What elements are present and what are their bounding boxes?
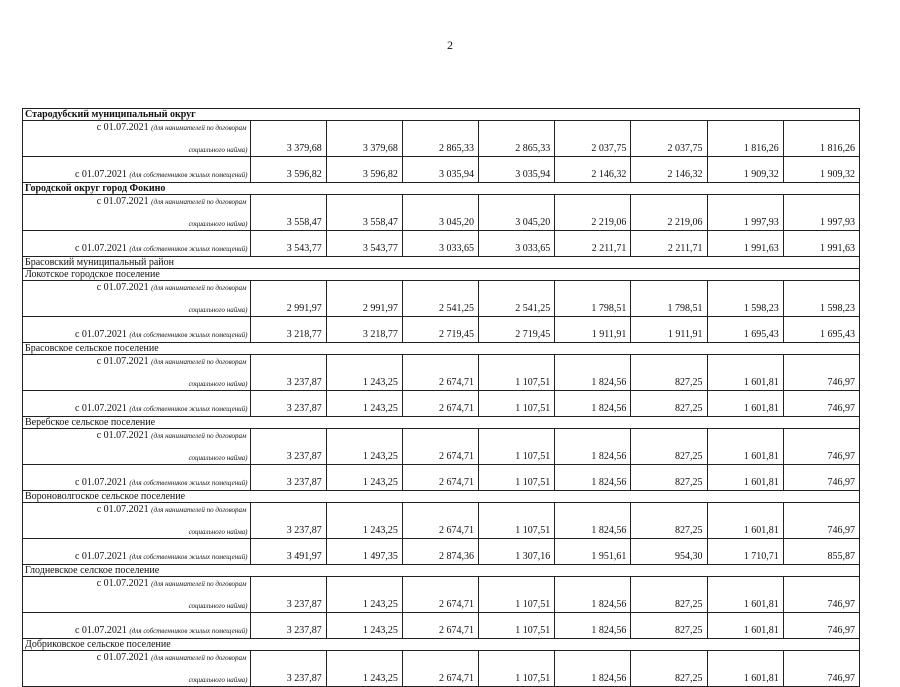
value-cell: 1 107,51 [479, 577, 555, 613]
row-note: (для нанимателей по договорам [151, 654, 247, 662]
row-label [23, 651, 251, 687]
tenants-row [23, 355, 860, 391]
value-cell: 855,87 [783, 539, 859, 565]
value-cell: 1 107,51 [479, 429, 555, 465]
value-cell: 746,97 [783, 465, 859, 491]
value-cell: 3 033,65 [479, 231, 555, 257]
value-cell: 1 824,56 [555, 355, 631, 391]
value-cell: 3 237,87 [250, 503, 326, 539]
row-date: с 01.07.2021 [74, 329, 127, 340]
value-cell: 954,30 [631, 539, 707, 565]
value-cell: 3 045,20 [479, 195, 555, 231]
value-cell: 2 674,71 [402, 355, 478, 391]
value-cell: 1 601,81 [707, 391, 783, 417]
value-cell: 3 237,87 [250, 613, 326, 639]
value-cell: 3 379,68 [326, 121, 402, 157]
tenants-row [23, 429, 860, 465]
row-date: с 01.07.2021 [74, 243, 127, 254]
value-cell: 1 991,63 [783, 231, 859, 257]
row-note: (для собственников жилых помещений) [129, 553, 248, 561]
value-cell: 3 543,77 [250, 231, 326, 257]
value-cell: 746,97 [783, 503, 859, 539]
section-title: Брасовское сельское поселение [23, 343, 860, 355]
value-cell: 827,25 [631, 355, 707, 391]
row-label-line-1 [97, 196, 247, 207]
value-cell: 3 237,87 [250, 355, 326, 391]
value-cell: 2 037,75 [631, 121, 707, 157]
row-note-line-2: социального найма) [188, 220, 248, 228]
row-note-line-2: социального найма) [188, 676, 248, 684]
value-cell: 3 596,82 [326, 157, 402, 183]
value-cell: 3 237,87 [250, 651, 326, 687]
value-cell: 1 243,25 [326, 391, 402, 417]
value-cell: 2 719,45 [479, 317, 555, 343]
value-cell: 1 598,23 [783, 281, 859, 317]
value-cell: 3 218,77 [326, 317, 402, 343]
section-header-row [23, 491, 860, 503]
value-cell: 2 037,75 [555, 121, 631, 157]
row-date: с 01.07.2021 [96, 282, 149, 293]
value-cell: 2 674,71 [402, 465, 478, 491]
row-label [23, 503, 251, 539]
section-header-row [23, 109, 860, 121]
row-note: (для нанимателей по договорам [151, 580, 247, 588]
value-cell: 827,25 [631, 651, 707, 687]
row-label [23, 577, 251, 613]
value-cell: 1 107,51 [479, 651, 555, 687]
value-cell: 746,97 [783, 391, 859, 417]
value-cell: 1 243,25 [326, 355, 402, 391]
value-cell: 3 045,20 [402, 195, 478, 231]
section-title: Городской округ город Фокино [23, 183, 860, 195]
row-note-line-2: социального найма) [188, 528, 248, 536]
row-note-line-2: социального найма) [188, 602, 248, 610]
tariff-table-body [23, 109, 860, 687]
value-cell: 1 997,93 [707, 195, 783, 231]
value-cell: 827,25 [631, 429, 707, 465]
value-cell: 1 824,56 [555, 465, 631, 491]
row-note-line-2: социального найма) [188, 146, 248, 154]
value-cell: 746,97 [783, 651, 859, 687]
owners-row [23, 613, 860, 639]
section-title: Стародубский муниципальный округ [23, 109, 860, 121]
value-cell: 2 674,71 [402, 503, 478, 539]
value-cell: 827,25 [631, 613, 707, 639]
value-cell: 2 674,71 [402, 391, 478, 417]
value-cell: 1 710,71 [707, 539, 783, 565]
row-label-line-1 [97, 504, 247, 515]
value-cell: 1 695,43 [707, 317, 783, 343]
value-cell: 1 307,16 [479, 539, 555, 565]
section-title: Глодневское селское поселение [23, 565, 860, 577]
value-cell: 2 674,71 [402, 613, 478, 639]
row-label-line-1 [97, 356, 247, 367]
row-label [23, 355, 251, 391]
row-date: с 01.07.2021 [96, 578, 149, 589]
value-cell: 1 911,91 [631, 317, 707, 343]
value-cell: 1 601,81 [707, 577, 783, 613]
value-cell: 2 991,97 [250, 281, 326, 317]
value-cell: 1 601,81 [707, 465, 783, 491]
value-cell: 3 218,77 [250, 317, 326, 343]
value-cell: 1 991,63 [707, 231, 783, 257]
value-cell: 2 146,32 [555, 157, 631, 183]
value-cell: 1 695,43 [783, 317, 859, 343]
value-cell: 3 237,87 [250, 577, 326, 613]
row-note-line-2: социального найма) [188, 380, 248, 388]
row-note: (для нанимателей по договорам [151, 124, 247, 132]
row-label [23, 231, 251, 257]
value-cell: 1 824,56 [555, 577, 631, 613]
row-date: с 01.07.2021 [96, 652, 149, 663]
page-number: 2 [447, 38, 453, 52]
row-label [23, 539, 251, 565]
value-cell: 1 601,81 [707, 429, 783, 465]
row-note-line-2: социального найма) [188, 306, 248, 314]
value-cell: 1 107,51 [479, 613, 555, 639]
value-cell: 1 107,51 [479, 355, 555, 391]
row-label [23, 317, 251, 343]
row-date: с 01.07.2021 [74, 551, 127, 562]
value-cell: 827,25 [631, 391, 707, 417]
value-cell: 1 243,25 [326, 613, 402, 639]
value-cell: 2 541,25 [402, 281, 478, 317]
value-cell: 1 951,61 [555, 539, 631, 565]
value-cell: 1 107,51 [479, 465, 555, 491]
tariff-table [22, 108, 860, 687]
section-title: Добриковское сельское поселение [23, 639, 860, 651]
row-label [23, 613, 251, 639]
value-cell: 2 219,06 [631, 195, 707, 231]
row-label-line-1 [97, 122, 247, 133]
row-note: (для собственников жилых помещений) [129, 171, 248, 179]
value-cell: 1 601,81 [707, 503, 783, 539]
value-cell: 3 237,87 [250, 429, 326, 465]
value-cell: 746,97 [783, 429, 859, 465]
row-note-line-2: социального найма) [188, 454, 248, 462]
value-cell: 2 541,25 [479, 281, 555, 317]
value-cell: 1 824,56 [555, 429, 631, 465]
value-cell: 1 243,25 [326, 429, 402, 465]
section-title: Веребское сельское поселение [23, 417, 860, 429]
value-cell: 1 497,35 [326, 539, 402, 565]
value-cell: 2 991,97 [326, 281, 402, 317]
row-note: (для нанимателей по договорам [151, 284, 247, 292]
row-label-line-1 [97, 430, 247, 441]
value-cell: 3 033,65 [402, 231, 478, 257]
value-cell: 1 601,81 [707, 613, 783, 639]
value-cell: 1 911,91 [555, 317, 631, 343]
row-label [23, 429, 251, 465]
section-title: Вороноволгоское сельское поселение [23, 491, 860, 503]
section-header-row [23, 639, 860, 651]
value-cell: 746,97 [783, 613, 859, 639]
value-cell: 2 674,71 [402, 577, 478, 613]
value-cell: 1 824,56 [555, 651, 631, 687]
value-cell: 1 798,51 [631, 281, 707, 317]
row-date: с 01.07.2021 [96, 122, 149, 133]
row-date: с 01.07.2021 [74, 625, 127, 636]
row-label-line-1 [97, 282, 247, 293]
value-cell: 1 824,56 [555, 391, 631, 417]
row-label [23, 157, 251, 183]
owners-row [23, 317, 860, 343]
value-cell: 2 865,33 [479, 121, 555, 157]
row-note: (для нанимателей по договорам [151, 198, 247, 206]
row-date: с 01.07.2021 [96, 430, 149, 441]
value-cell: 1 798,51 [555, 281, 631, 317]
section-header-row [23, 257, 860, 269]
row-date: с 01.07.2021 [96, 196, 149, 207]
value-cell: 3 491,97 [250, 539, 326, 565]
tenants-row [23, 577, 860, 613]
tenants-row [23, 121, 860, 157]
section-title: Брасовский муниципальный район [23, 257, 860, 269]
row-label [23, 465, 251, 491]
value-cell: 1 107,51 [479, 503, 555, 539]
owners-row [23, 465, 860, 491]
row-note: (для собственников жилых помещений) [129, 405, 248, 413]
row-note: (для собственников жилых помещений) [129, 479, 248, 487]
value-cell: 3 035,94 [402, 157, 478, 183]
row-date: с 01.07.2021 [96, 356, 149, 367]
owners-row [23, 539, 860, 565]
value-cell: 3 543,77 [326, 231, 402, 257]
section-header-row [23, 269, 860, 281]
tenants-row [23, 195, 860, 231]
value-cell: 1 997,93 [783, 195, 859, 231]
value-cell: 2 874,36 [402, 539, 478, 565]
value-cell: 1 243,25 [326, 465, 402, 491]
row-date: с 01.07.2021 [96, 504, 149, 515]
value-cell: 1 243,25 [326, 577, 402, 613]
value-cell: 3 379,68 [250, 121, 326, 157]
tenants-row [23, 281, 860, 317]
value-cell: 1 816,26 [783, 121, 859, 157]
value-cell: 1 909,32 [783, 157, 859, 183]
value-cell: 1 816,26 [707, 121, 783, 157]
row-label-line-1 [97, 578, 247, 589]
row-label-line-1 [97, 652, 247, 663]
section-header-row [23, 565, 860, 577]
value-cell: 746,97 [783, 577, 859, 613]
value-cell: 3 035,94 [479, 157, 555, 183]
value-cell: 1 243,25 [326, 651, 402, 687]
row-note: (для собственников жилых помещений) [129, 627, 248, 635]
value-cell: 3 558,47 [250, 195, 326, 231]
row-note: (для нанимателей по договорам [151, 506, 247, 514]
value-cell: 2 865,33 [402, 121, 478, 157]
row-label [23, 121, 251, 157]
section-header-row [23, 183, 860, 195]
owners-row [23, 231, 860, 257]
value-cell: 2 719,45 [402, 317, 478, 343]
row-note: (для собственников жилых помещений) [129, 331, 248, 339]
value-cell: 3 596,82 [250, 157, 326, 183]
value-cell: 1 909,32 [707, 157, 783, 183]
value-cell: 3 237,87 [250, 465, 326, 491]
row-note: (для нанимателей по договорам [151, 432, 247, 440]
section-title: Локотское городское поселение [23, 269, 860, 281]
value-cell: 1 243,25 [326, 503, 402, 539]
value-cell: 1 107,51 [479, 391, 555, 417]
section-header-row [23, 417, 860, 429]
row-note: (для нанимателей по договорам [151, 358, 247, 366]
row-label [23, 195, 251, 231]
value-cell: 2 211,71 [555, 231, 631, 257]
row-date: с 01.07.2021 [74, 477, 127, 488]
section-header-row [23, 343, 860, 355]
tenants-row [23, 503, 860, 539]
row-label [23, 391, 251, 417]
value-cell: 1 601,81 [707, 651, 783, 687]
value-cell: 2 674,71 [402, 651, 478, 687]
value-cell: 3 237,87 [250, 391, 326, 417]
row-label [23, 281, 251, 317]
row-date: с 01.07.2021 [74, 169, 127, 180]
value-cell: 3 558,47 [326, 195, 402, 231]
value-cell: 827,25 [631, 465, 707, 491]
value-cell: 746,97 [783, 355, 859, 391]
owners-row [23, 391, 860, 417]
value-cell: 2 674,71 [402, 429, 478, 465]
value-cell: 1 824,56 [555, 613, 631, 639]
value-cell: 1 601,81 [707, 355, 783, 391]
value-cell: 2 211,71 [631, 231, 707, 257]
value-cell: 827,25 [631, 577, 707, 613]
row-date: с 01.07.2021 [74, 403, 127, 414]
value-cell: 827,25 [631, 503, 707, 539]
value-cell: 2 146,32 [631, 157, 707, 183]
tenants-row [23, 651, 860, 687]
value-cell: 1 598,23 [707, 281, 783, 317]
value-cell: 1 824,56 [555, 503, 631, 539]
row-note: (для собственников жилых помещений) [129, 245, 248, 253]
value-cell: 2 219,06 [555, 195, 631, 231]
owners-row [23, 157, 860, 183]
